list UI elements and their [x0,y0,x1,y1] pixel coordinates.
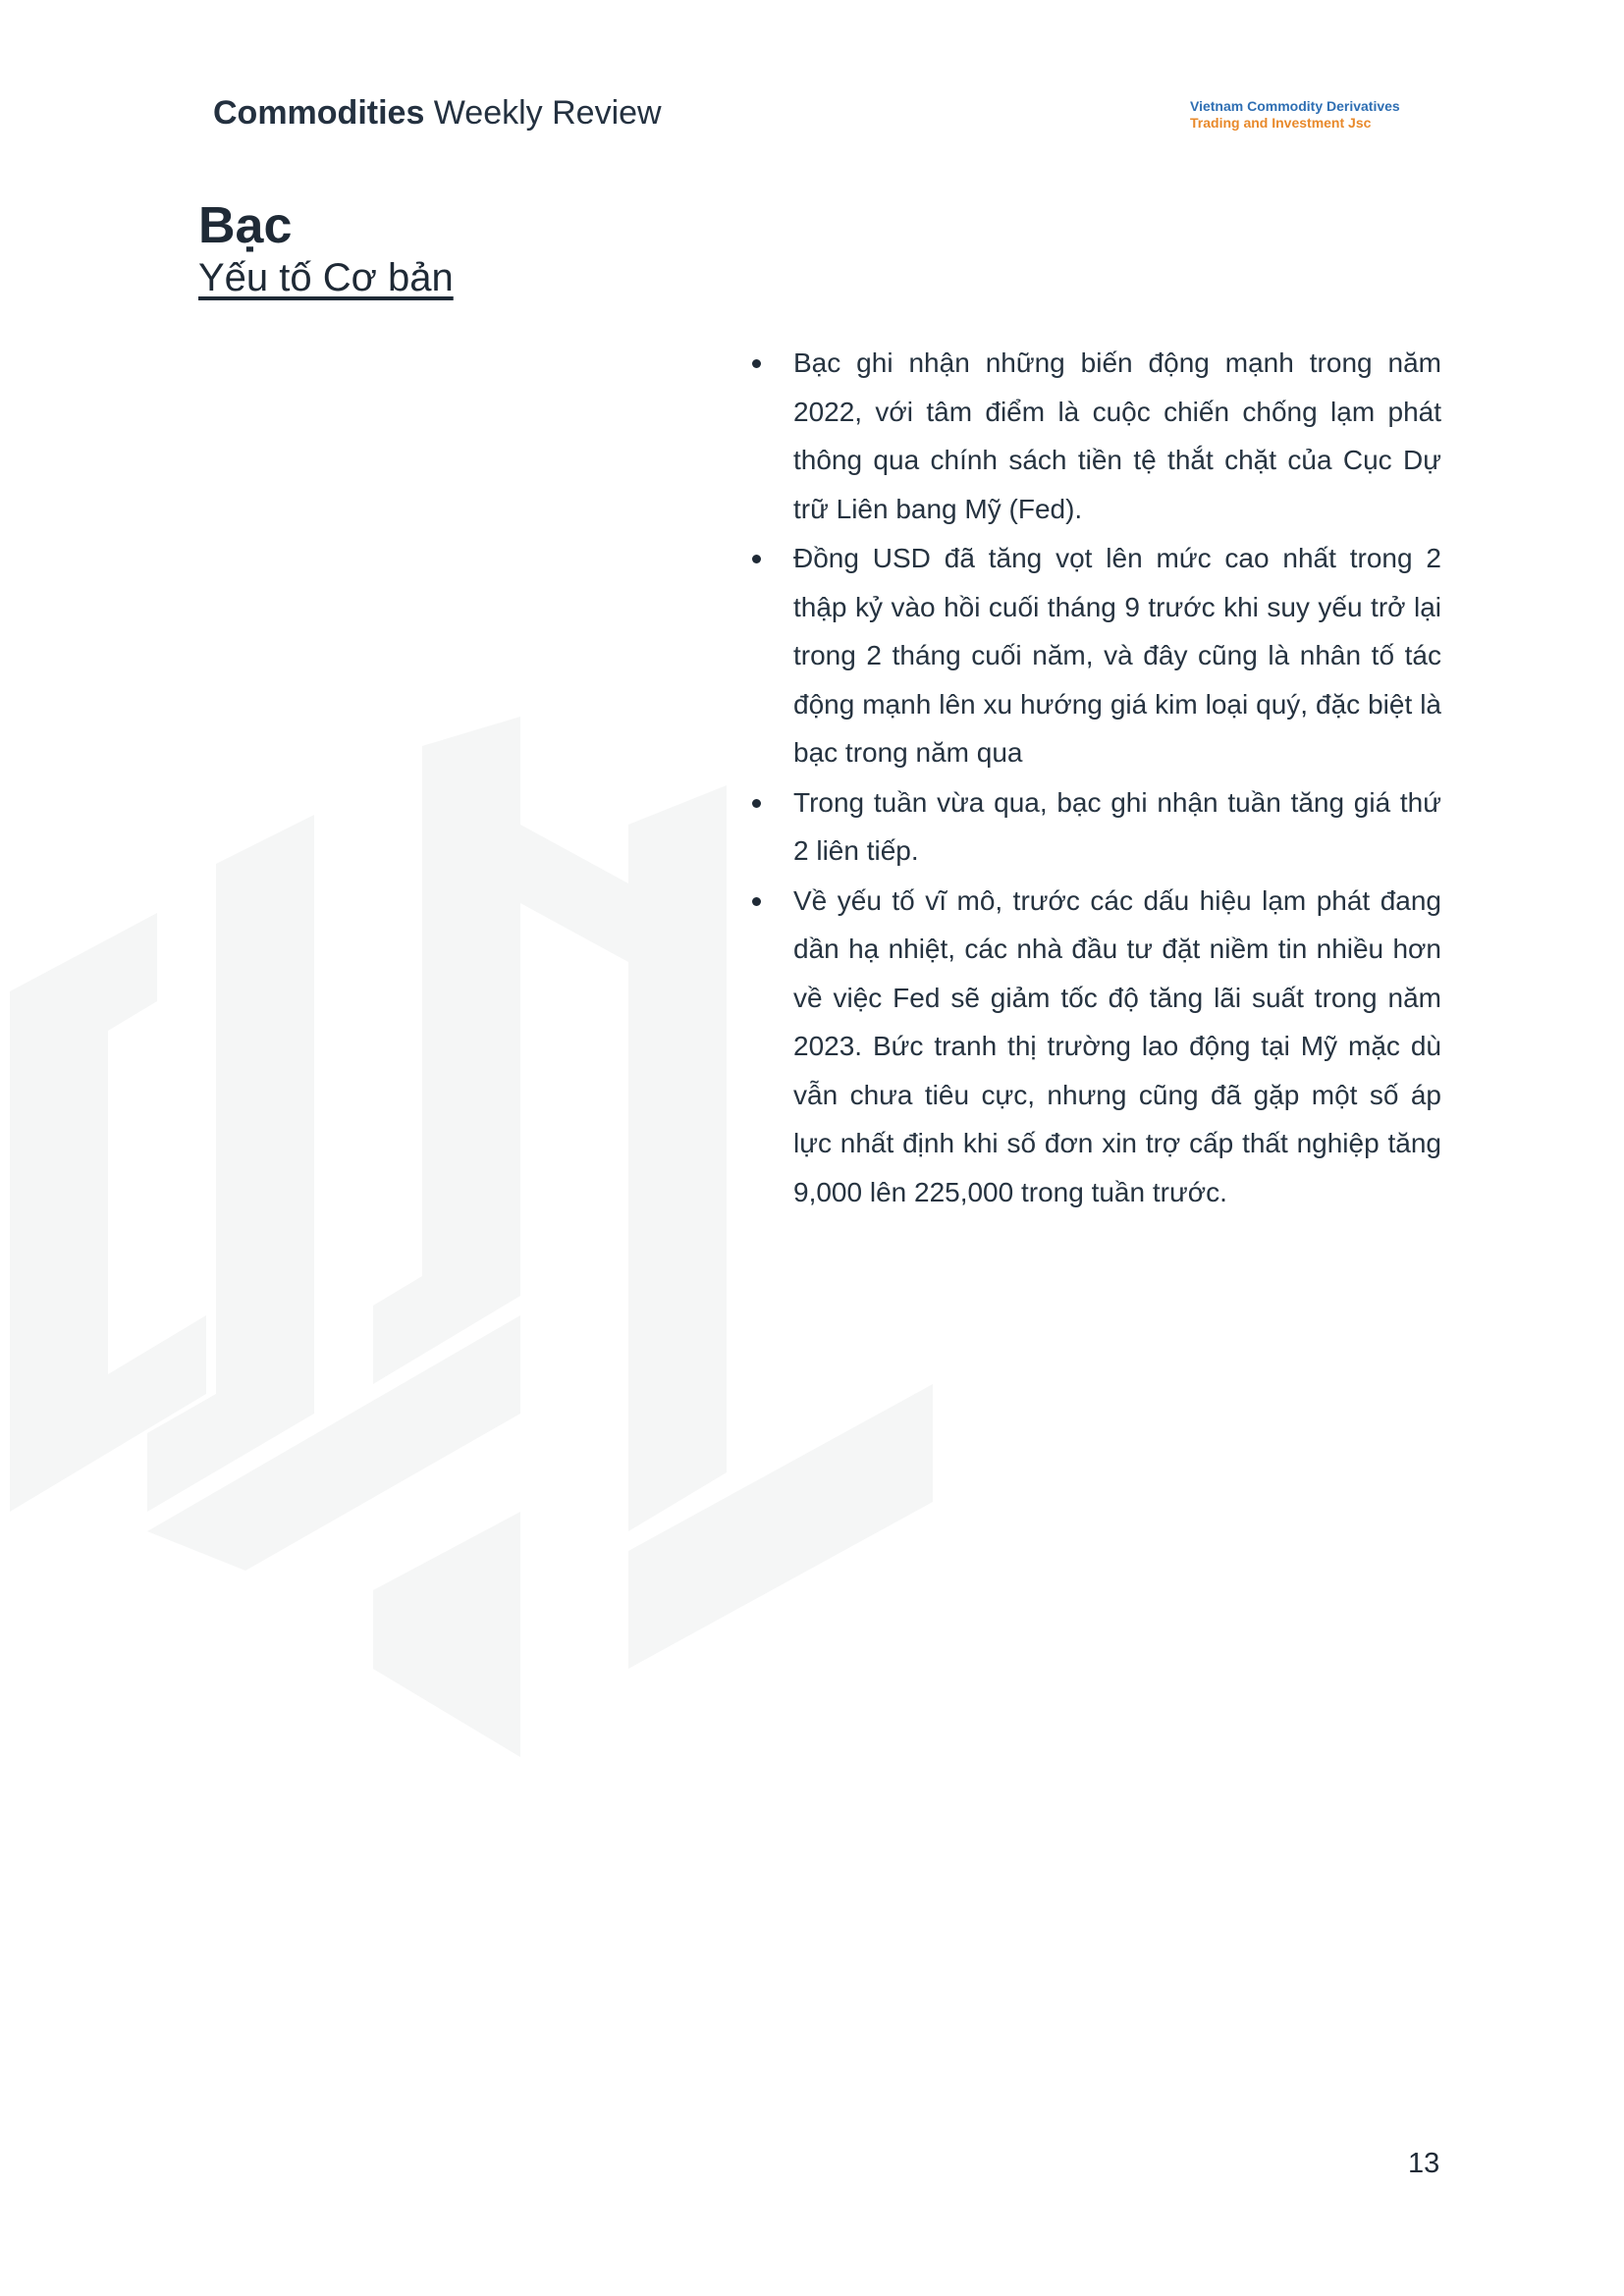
bullet-dot-icon [752,359,761,368]
bullet-item [793,877,1441,1217]
bullet-dot-icon [752,799,761,808]
bullet-text: Đồng USD đã tăng vọt lên mức cao nhất trong 2 thập kỷ vào hồi cuối tháng 9 trước khi suy yếu trở lại trong 2 tháng cuối năm, và đây cũng là nhân tố tác động mạnh lên xu hướng giá kim loại quý, đặc biệt là bạc trong năm qua [793,543,1441,768]
bullet-text: Bạc ghi nhận những biến động mạnh trong năm 2022, với tâm điểm là cuộc chiến chống lạm phát thông qua chính sách tiền tệ thắt chặt của Cục Dự trữ Liên bang Mỹ (Fed). [793,347,1441,524]
header-title-bold: Commodities [213,94,425,132]
bullet-text: Về yếu tố vĩ mô, trước các dấu hiệu lạm phát đang dần hạ nhiệt, các nhà đầu tư đặt niềm tin nhiều hơn về việc Fed sẽ giảm tốc độ tăng lãi suất trong năm 2023. Bức tranh thị trường lao động tại Mỹ mặc dù vẫn chưa tiêu cực, nhưng cũng đã gặp một số áp lực nhất định khi số đơn xin trợ cấp thất nghiệp tăng 9,000 lên 225,000 trong tuần trước. [793,884,1441,1207]
bullet-item [793,534,1441,777]
bullet-text: Trong tuần vừa qua, bạc ghi nhận tuần tăng giá thứ 2 liên tiếp. [793,786,1441,866]
page-number: 13 [1408,2148,1440,2179]
section-title: Bạc [198,197,293,254]
section-subtitle: Yếu tố Cơ bản [198,256,454,299]
header-title [213,94,662,133]
brand-line-2: Trading and Investment Jsc [1190,115,1372,131]
brand-line-1: Vietnam Commodity Derivatives [1190,98,1400,114]
bullet-dot-icon [752,897,761,906]
bullet-list [793,339,1441,1217]
bullet-item [793,339,1441,533]
bullet-item [793,778,1441,876]
company-logo [1190,98,1400,132]
bullet-dot-icon [752,555,761,563]
header-title-rest: Weekly Review [424,94,662,132]
